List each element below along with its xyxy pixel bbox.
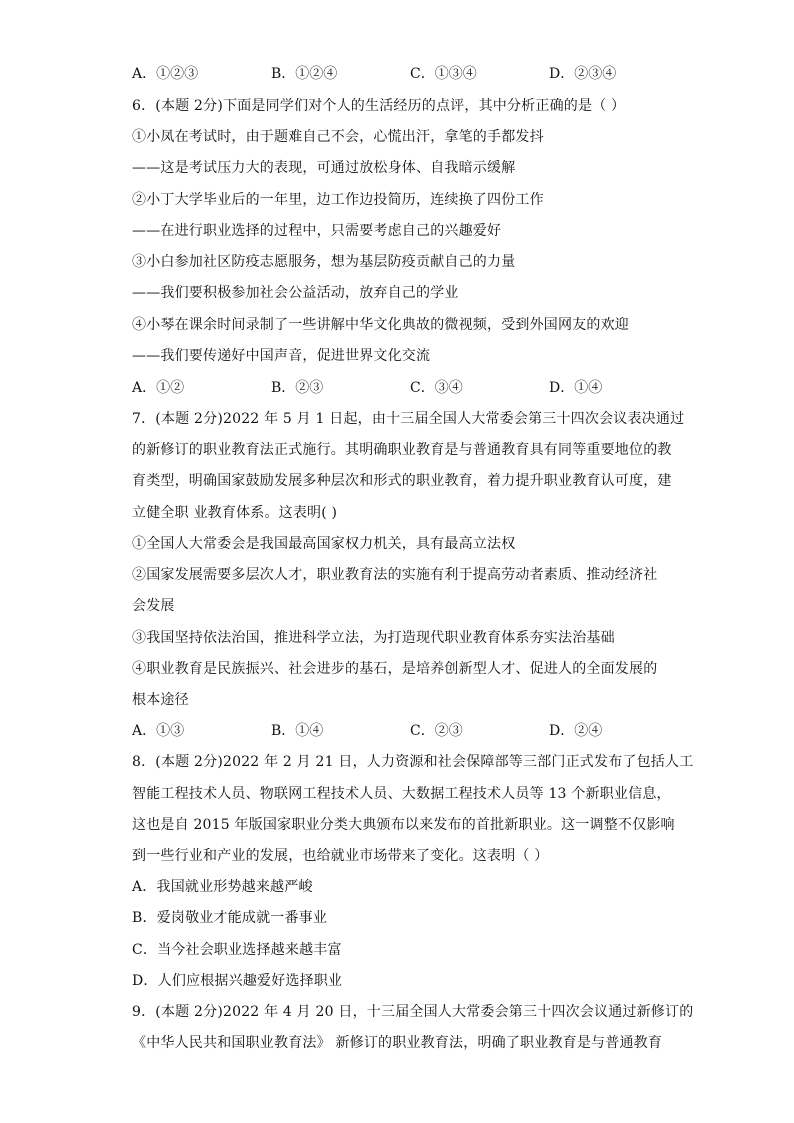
q8-stem-line: 8．(本题 2分)2022 年 2 月 21 日，人力资源和社会保障部等三部门正式发布了包括人工 [132, 754, 694, 770]
q7-stem-line: 立健全职 业教育体系。这表明( ) [132, 505, 338, 521]
q8-choice-c[interactable]: C．当今社会职业选择越来越丰富 [132, 942, 342, 958]
q5-option-c[interactable]: C．①③④ [410, 66, 477, 82]
q6-item: ②小丁大学毕业后的一年里，边工作边投简历，连续换了四份工作 [132, 192, 544, 208]
q9-stem-line: 9．(本题 2分)2022 年 4 月 20 日，十三届全国人大常委会第三十四次会议通过新修订的 [132, 1004, 694, 1020]
q7-option-d[interactable]: D．②④ [549, 723, 603, 739]
q6-item: ④小琴在课余时间录制了一些讲解中华文化典故的微视频，受到外国网友的欢迎 [132, 317, 629, 333]
q7-stem-line: 7．(本题 2分)2022 年 5 月 1 日起，由十三届全国人大常委会第三十四次会议表决通过 [132, 411, 685, 427]
q7-item: 根本途径 [132, 692, 189, 708]
q6-option-a[interactable]: A．①② [132, 380, 185, 396]
q7-item: ②国家发展需要多层次人才，职业教育法的实施有利于提高劳动者素质、推动经济社 [132, 567, 658, 583]
q6-item: ——我们要传递好中国声音，促进世界文化交流 [132, 348, 431, 364]
q5-option-a[interactable]: A．①②③ [132, 66, 199, 82]
q7-options [132, 721, 692, 741]
q6-options [132, 378, 692, 398]
q6-item: ①小凤在考试时，由于题难自己不会，心慌出汗，拿笔的手都发抖 [132, 129, 544, 145]
q6-option-b[interactable]: B．②③ [271, 380, 324, 396]
q7-option-b[interactable]: B．①④ [271, 723, 324, 739]
q7-stem-line: 的新修订的职业教育法正式施行。其明确职业教育是与普通教育具有同等重要地位的教 [132, 442, 672, 458]
q6-stem: 6．(本题 2分)下面是同学们对个人的生活经历的点评，其中分析正确的是（ ） [132, 98, 626, 114]
q8-stem-line: 这也是自 2015 年版国家职业分类大典颁布以来发布的首批新职业。这一调整不仅影响 [132, 817, 675, 833]
q8-choice-a[interactable]: A．我国就业形势越来越严峻 [132, 879, 313, 895]
q8-choice-b[interactable]: B．爱岗敬业才能成就一番事业 [132, 910, 328, 926]
q5-option-b[interactable]: B．①②④ [271, 66, 338, 82]
q7-item: ④职业教育是民族振兴、社会进步的基石，是培养创新型人才、促进人的全面发展的 [132, 661, 658, 677]
q6-item: ——这是考试压力大的表现，可通过放松身体、自我暗示缓解 [132, 160, 516, 176]
q8-choice-d[interactable]: D．人们应根据兴趣爱好选择职业 [132, 973, 343, 989]
q7-item: ③我国坚持依法治国，推进科学立法，为打造现代职业教育体系夯实法治基础 [132, 630, 615, 646]
q7-item: ①全国人大常委会是我国最高国家权力机关，具有最高立法权 [132, 536, 516, 552]
q6-item: ——我们要积极参加社会公益活动，放弃自己的学业 [132, 285, 459, 301]
q5-options [132, 64, 692, 84]
q6-option-c[interactable]: C．③④ [410, 380, 463, 396]
q7-option-a[interactable]: A．①③ [132, 723, 185, 739]
q8-stem-line: 到一些行业和产业的发展，也给就业市场带来了变化。这表明（ ） [132, 848, 549, 864]
q6-item: ——在进行职业选择的过程中，只需要考虑自己的兴趣爱好 [132, 223, 502, 239]
q8-stem-line: 智能工程技术人员、物联网工程技术人员、大数据工程技术人员等 13 个新职业信息， [132, 786, 671, 802]
q6-option-d[interactable]: D．①④ [549, 380, 603, 396]
q7-stem-line: 育类型，明确国家鼓励发展多种层次和形式的职业教育，着力提升职业教育认可度，建 [132, 473, 672, 489]
q7-item: 会发展 [132, 598, 175, 614]
q7-option-c[interactable]: C．②③ [410, 723, 463, 739]
q5-option-d[interactable]: D．②③④ [549, 66, 617, 82]
q6-item: ③小白参加社区防疫志愿服务，想为基层防疫贡献自己的力量 [132, 254, 516, 270]
q9-stem-line: 《中华人民共和国职业教育法》 新修订的职业教育法，明确了职业教育是与普通教育 [132, 1035, 663, 1051]
